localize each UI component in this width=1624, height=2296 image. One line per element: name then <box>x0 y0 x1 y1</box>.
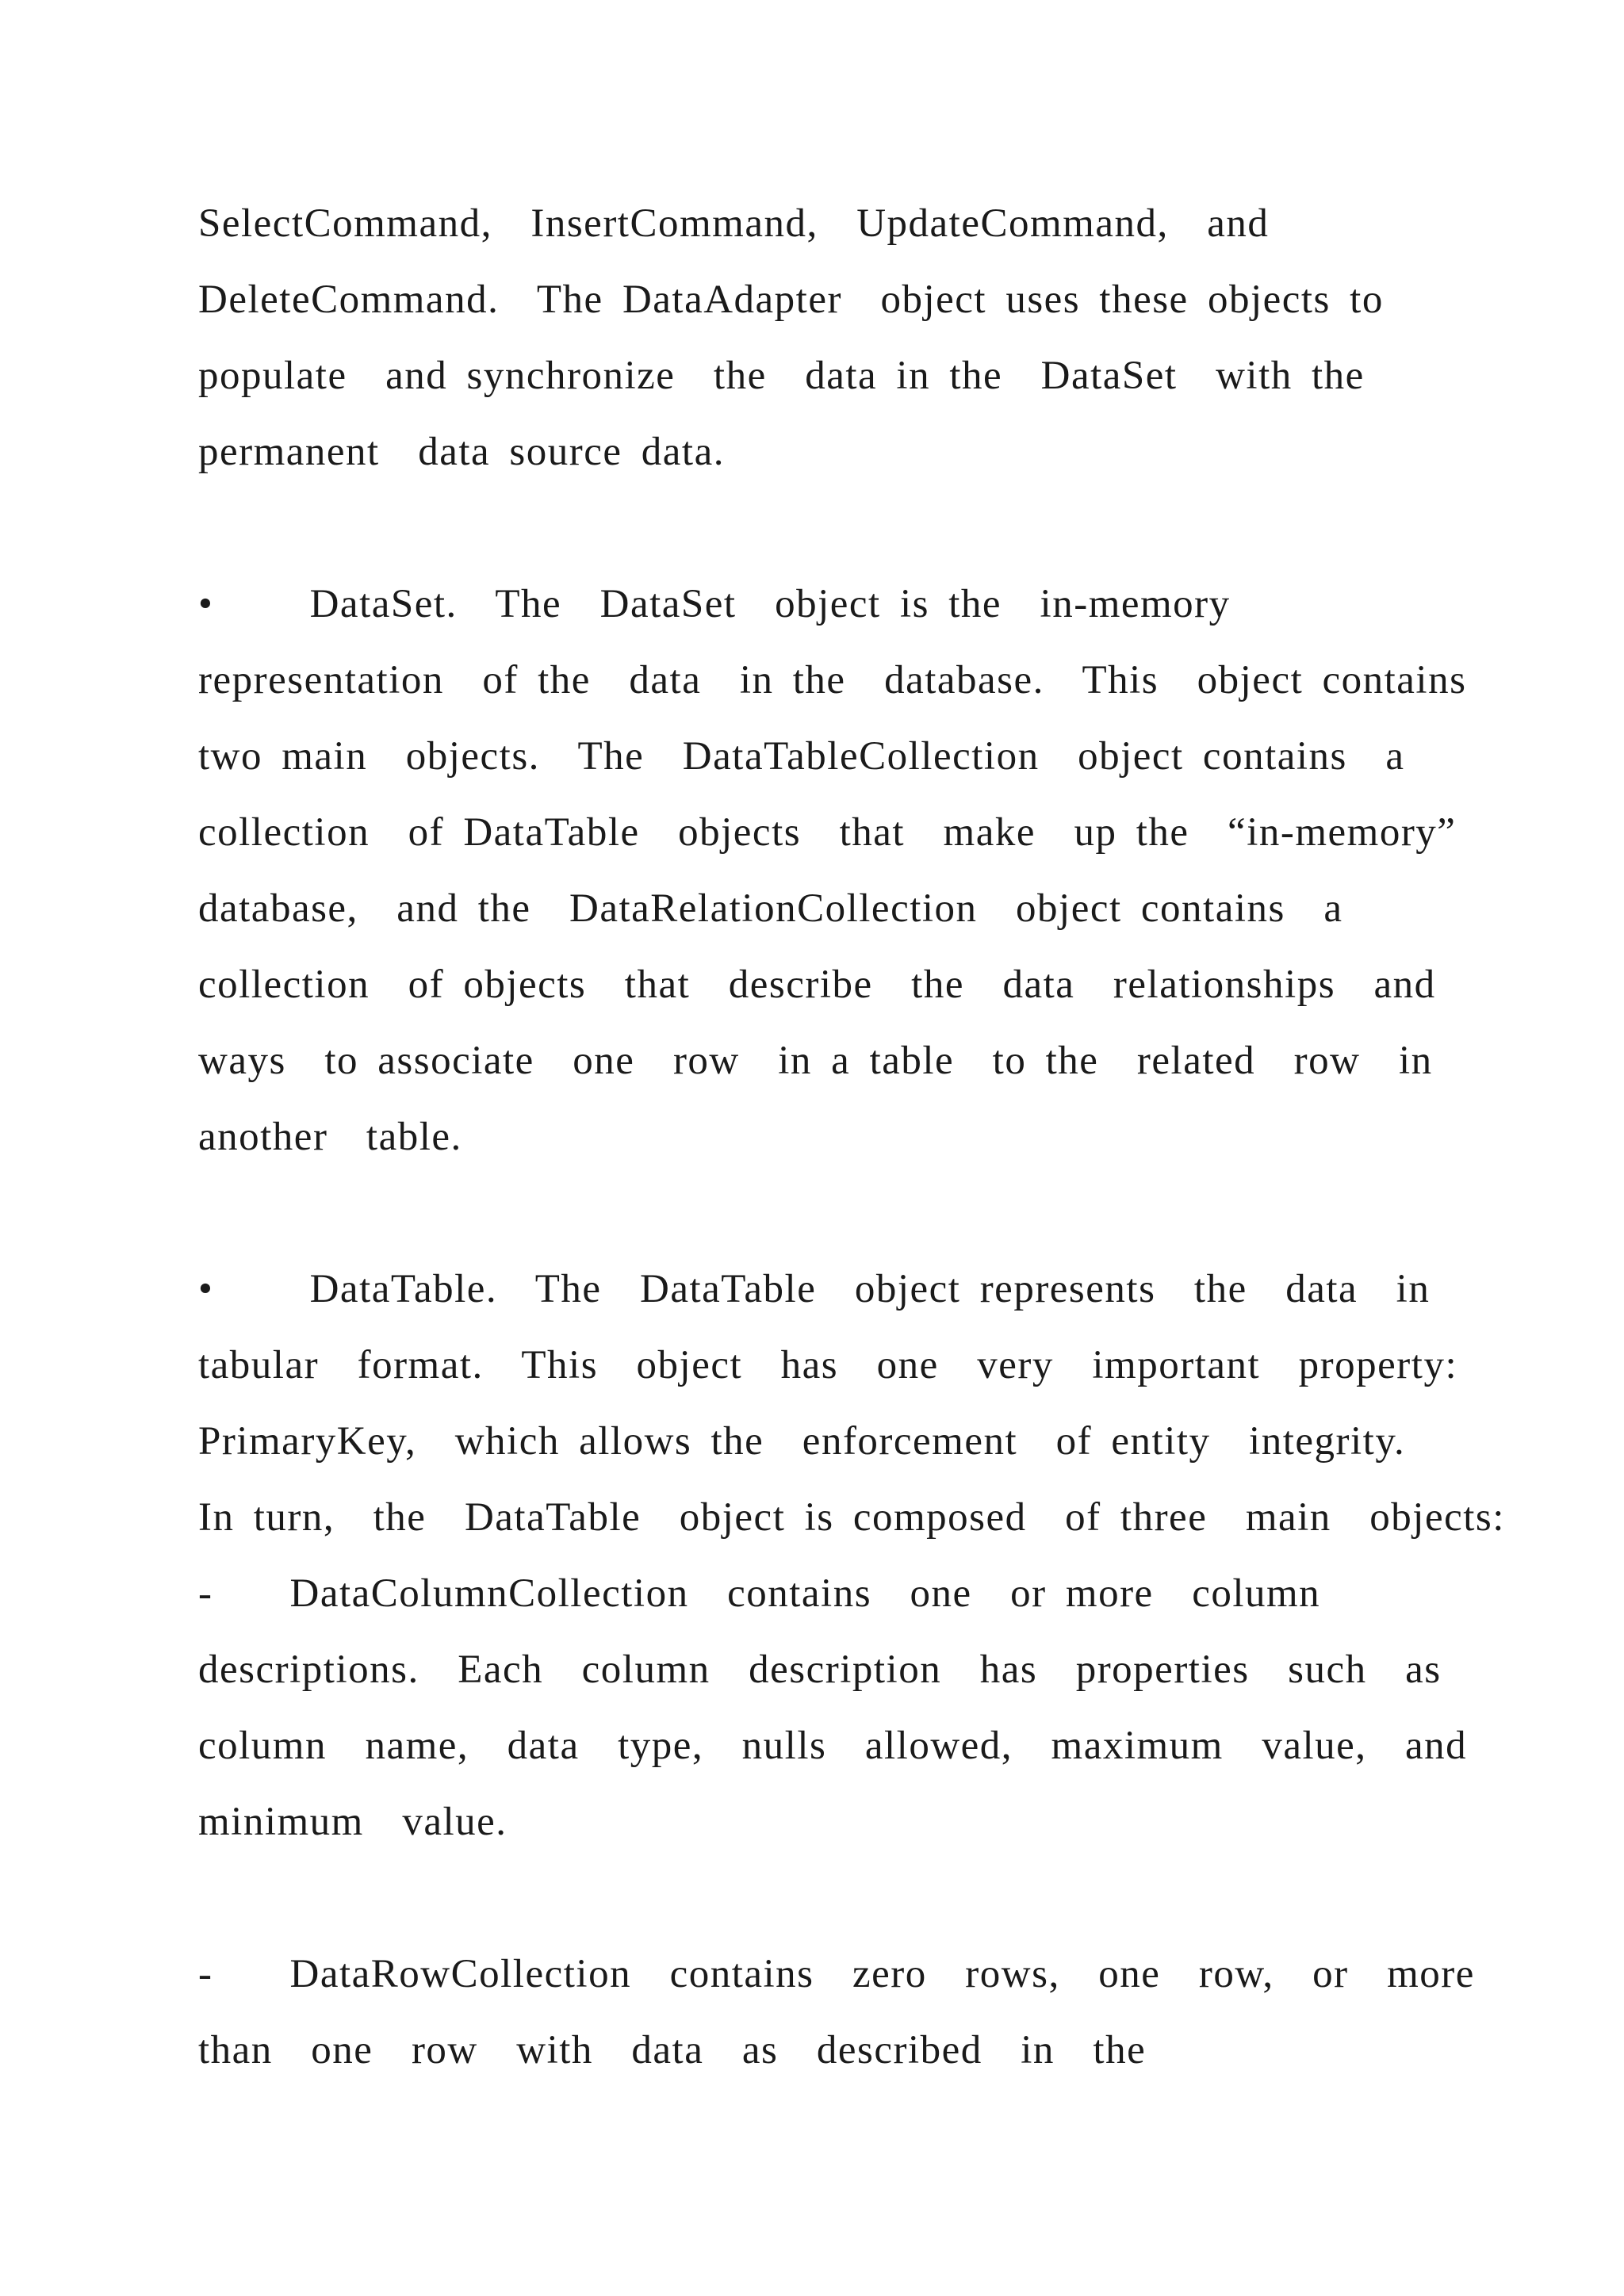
text-line: SelectCommand, InsertCommand, UpdateCommand, and <box>198 201 1270 246</box>
text-line: In turn, the DataTable object is composed of three main objects: <box>198 1495 1505 1540</box>
text-line: another table. <box>198 1115 462 1159</box>
text-line: database, and the DataRelationCollection object contains a <box>198 886 1343 931</box>
text-line: DeleteCommand. The DataAdapter object uses these objects to <box>198 277 1384 322</box>
dash-item-datacolumncollection: - DataColumnCollection contains one or more column <box>198 1571 1321 1616</box>
dash-item-datarowcollection: - DataRowCollection contains zero rows, one row, or more <box>198 1952 1475 1996</box>
text-line: permanent data source data. <box>198 430 725 474</box>
text-line: descriptions. Each column description has properties such as <box>198 1647 1442 1692</box>
bullet-item-datatable: • DataTable. The DataTable object represents the data in <box>198 1267 1431 1311</box>
text-line: representation of the data in the database. This object contains <box>198 658 1467 702</box>
text-line: collection of objects that describe the data relationships and <box>198 962 1436 1007</box>
text-line: populate and synchronize the data in the DataSet with the <box>198 354 1365 398</box>
text-line: PrimaryKey, which allows the enforcement of entity integrity. <box>198 1419 1406 1464</box>
text-line: than one row with data as described in the <box>198 2028 1147 2072</box>
bullet-item-dataset: • DataSet. The DataSet object is the in-memory <box>198 582 1231 626</box>
text-line: minimum value. <box>198 1800 508 1844</box>
text-line: collection of DataTable objects that make up the “in-memory” <box>198 810 1457 855</box>
text-line: ways to associate one row in a table to the related row in <box>198 1039 1433 1083</box>
text-line: column name, data type, nulls allowed, maximum value, and <box>198 1724 1468 1768</box>
text-line: tabular format. This object has one very important property: <box>198 1343 1458 1387</box>
text-line: two main objects. The DataTableCollection object contains a <box>198 734 1405 779</box>
